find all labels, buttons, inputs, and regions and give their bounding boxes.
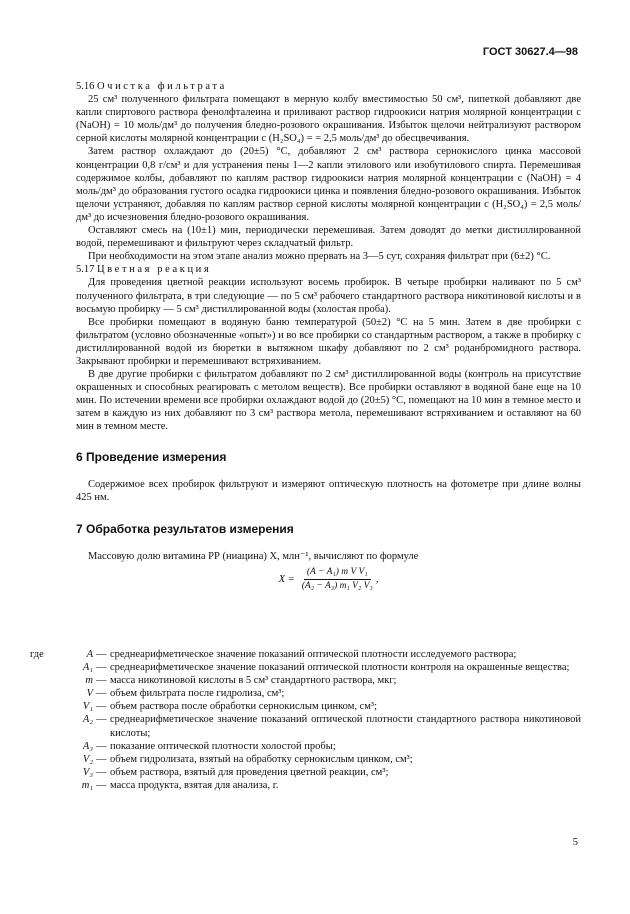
- definition-row: [30, 766, 581, 779]
- formula-lhs: X =: [278, 573, 295, 585]
- section-5-17-title: [76, 263, 581, 276]
- page-number: 5: [572, 837, 578, 848]
- variable-description: среднеарифметическое значение показаний оптической плотности контроля на окрашенные вещества;: [110, 662, 570, 674]
- variable-description: масса никотиновой кислоты в 5 см³ стандартного раствора, мкг;: [110, 675, 397, 687]
- variable-symbol: A: [86, 649, 93, 660]
- section-5-16-title: [76, 80, 581, 93]
- paragraph: Оставляют смесь на (10±1) мин, периодически перемешивая. Затем доводят до метки дистиллированной водой, перемешивают и фильтруют через складчатый фильтр.: [76, 225, 581, 250]
- formula-numerator: (A − A₁) m V V₁: [304, 567, 371, 580]
- definition-row: [30, 740, 581, 753]
- definition-row: [30, 779, 581, 792]
- dash-separator: —: [96, 688, 107, 700]
- where-word: [30, 740, 63, 753]
- paragraph: Для проведения цветной реакции используют восемь пробирок. В четыре пробирки наливают по 5 см³ полученного фильтрата, в три следующие — по 5 см³ рабочего стандартного раствора никотиновой кислоты и в восьмую пробирку — 5 см³ дистиллированной воды (холостая проба).: [76, 277, 581, 315]
- standard-header: ГОСТ 30627.4—98: [482, 46, 578, 58]
- variable-description: объем раствора после обработки сернокислым цинком, см³;: [110, 701, 377, 713]
- dash-separator: —: [96, 675, 107, 687]
- section-6-heading: 6 Проведение измерения: [76, 449, 227, 464]
- formula: [76, 567, 581, 592]
- variable-description: объем гидролизата, взятый на обработку сернокислым цинком, см³;: [110, 753, 413, 765]
- where-word: [30, 700, 63, 713]
- dash-separator: —: [96, 753, 107, 765]
- where-word: [30, 766, 63, 779]
- paragraph: 25 см³ полученного фильтрата помещают в мерную колбу вместимостью 50 см³, пипеткой добавляют две капли спиртового раствора фенолфталеина и приливают раствор гидроокиси натрия молярной концентрации с (NaOH) = 10 моль/дм³ до получения бледно-розового окрашивания. Избыток щелочи нейтрализуют раствором серной кислоты молярной концентрации с (H₂SO₄) = = 2,5 моль/дм³ до обесцвечивания.: [76, 94, 581, 145]
- formula-fraction: [299, 567, 376, 592]
- dash-separator: —: [96, 779, 107, 791]
- variable-symbol: A₁: [82, 662, 93, 674]
- formula-end: ,: [375, 573, 379, 585]
- variable-symbol: V₃: [82, 766, 93, 778]
- variable-symbol: V: [86, 688, 93, 700]
- section-number: 5.17: [76, 264, 95, 276]
- variable-description: объем фильтрата после гидролиза, см³;: [110, 688, 285, 700]
- where-word: [30, 687, 63, 700]
- dash-separator: —: [96, 740, 107, 752]
- dash-separator: —: [96, 649, 107, 660]
- where-word: [30, 674, 63, 687]
- variable-symbol: V₂: [82, 753, 93, 765]
- variable-description: среднеарифметическое значение показаний оптической плотности стандартного раствора никотиновой кислоты;: [110, 714, 581, 739]
- variable-symbol: A₃: [82, 740, 93, 752]
- paragraph: Затем раствор охлаждают до (20±5) °С, добавляют 2 см³ раствора сернокислого цинка массовой концентрации 0,8 г/см³ и для устранения пены 1—2 капли этилового или изобутилового спирта. Перемешивая содержимое колбы, добавляют по каплям раствор гидроокиси натрия молярной концентрации с (NaOH) = 4 моль/дм³ до образования густого осадка гидроокиси цинка и появления бледно-розового окрашивания. Избыток щелочи устраняют, добавляя по каплям раствор серной кислоты молярной концентрации с (H₂SO₄) = 2,5 моль/дм³ до исчезновения бледно-розового окрашивания.: [76, 146, 581, 223]
- where-word: [30, 779, 63, 792]
- section-title: Цветная реакция: [97, 264, 212, 276]
- section-title: Очистка фильтрата: [97, 81, 227, 92]
- definition-row: [30, 687, 581, 700]
- variable-symbol: m₁: [81, 779, 93, 791]
- formula-intro: Массовую долю витамина РР (ниацина) X, млн⁻¹, вычисляют по формуле: [88, 550, 419, 562]
- paragraph: Все пробирки помещают в водяную баню температурой (50±2) °С на 5 мин. Затем в две пробирки с фильтратом (условно обозначенные «опыт») и во все пробирки со стандартным раствором, а также в пробирку с дистиллированной водой из бюретки в вытяжном шкафу добавляют по 2 см³ роданбромидного раствора. Закрывают пробирки и перемешивают встряхиванием.: [76, 316, 581, 367]
- variable-definitions: [30, 648, 581, 792]
- paragraph: В две другие пробирки с фильтратом добавляют по 2 см³ дистиллированной воды (контроль на присутствие окрашенных и способных реагировать с метолом веществ). Все пробирки оставляют в водяной бане еще на 10 мин. По истечении времени все пробирки охлаждают водой до (20±5) °С, помещают на 10 мин в темное место и затем в каждую из них добавляют по 3 см³ раствора метола, перемешивают встряхиванием и оставляют на 60 мин в темном месте.: [76, 369, 581, 433]
- definition-row: [30, 753, 581, 766]
- variable-description: масса продукта, взятая для анализа, г.: [110, 779, 279, 791]
- where-word: [30, 713, 63, 739]
- section-number: 5.16: [76, 81, 95, 92]
- variable-symbol: A₂: [82, 714, 93, 726]
- paragraph: При необходимости на этом этапе анализ можно прервать на 3—5 сут, сохраняя фильтрат при (6±2) °С.: [88, 251, 551, 263]
- variable-description: среднеарифметическое значение показаний оптической плотности исследуемого раствора;: [110, 649, 517, 660]
- variable-description: показание оптической плотности холостой пробы;: [110, 740, 336, 752]
- variable-symbol: m: [85, 675, 93, 687]
- main-text: [76, 80, 581, 597]
- dash-separator: —: [96, 766, 107, 778]
- dash-separator: —: [96, 714, 107, 726]
- definition-row: [30, 648, 581, 661]
- definition-row: [30, 700, 581, 713]
- dash-separator: —: [96, 662, 107, 674]
- dash-separator: —: [96, 701, 107, 713]
- where-word: где: [30, 649, 44, 660]
- definition-row: [30, 713, 581, 739]
- definition-row: [30, 674, 581, 687]
- formula-denominator: (A₂ − A₃) m₁ V₂ V₃: [301, 580, 373, 591]
- section-7-heading: 7 Обработка результатов измерения: [76, 521, 294, 536]
- variable-description: объем раствора, взятый для проведения цветной реакции, см³;: [110, 766, 389, 778]
- definition-row: [30, 661, 581, 674]
- where-word: [30, 661, 63, 674]
- variable-symbol: V₁: [82, 701, 93, 713]
- where-word: [30, 753, 63, 766]
- paragraph: Содержимое всех пробирок фильтруют и измеряют оптическую плотность на фотометре при длине волны 425 нм.: [76, 478, 581, 503]
